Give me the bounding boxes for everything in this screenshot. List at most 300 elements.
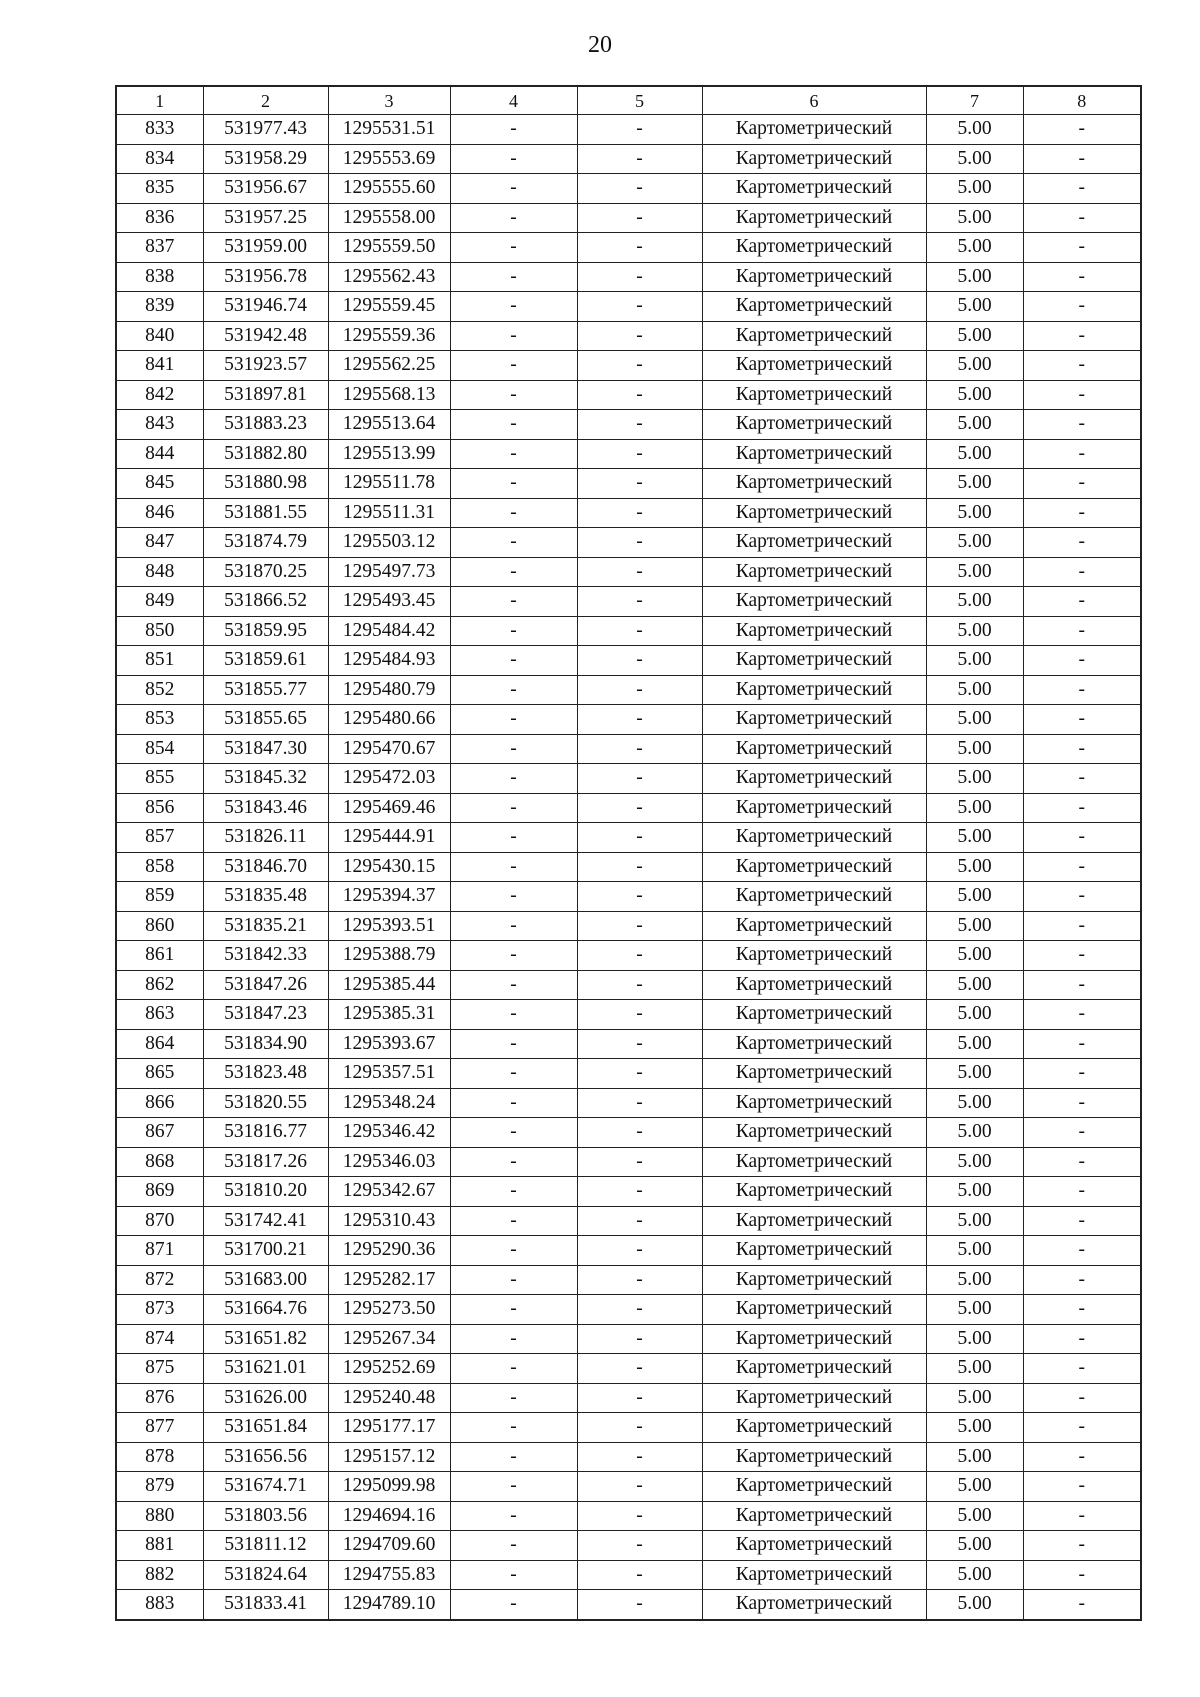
col-4-value-cell: - <box>450 292 577 322</box>
col-8-value-cell: - <box>1023 469 1141 499</box>
method-cell: Картометрический <box>702 646 926 676</box>
point-number-cell: 874 <box>116 1324 203 1354</box>
table-row <box>116 675 1141 705</box>
col-8-value-cell: - <box>1023 1324 1141 1354</box>
accuracy-cell: 5.00 <box>926 1029 1023 1059</box>
col-8-value-cell: - <box>1023 675 1141 705</box>
point-number-cell: 855 <box>116 764 203 794</box>
coord-y-cell: 1295346.03 <box>328 1147 450 1177</box>
table-row <box>116 1059 1141 1089</box>
col-8-value-cell: - <box>1023 587 1141 617</box>
point-number-cell: 856 <box>116 793 203 823</box>
table-row <box>116 1029 1141 1059</box>
col-5-value-cell: - <box>577 233 702 263</box>
col-8-value-cell: - <box>1023 646 1141 676</box>
coord-y-cell: 1295346.42 <box>328 1118 450 1148</box>
col-5-value-cell: - <box>577 1354 702 1384</box>
col-4-value-cell: - <box>450 1000 577 1030</box>
coord-y-cell: 1295393.67 <box>328 1029 450 1059</box>
col-5-value-cell: - <box>577 734 702 764</box>
coord-x-cell: 531834.90 <box>203 1029 328 1059</box>
accuracy-cell: 5.00 <box>926 675 1023 705</box>
point-number-cell: 853 <box>116 705 203 735</box>
accuracy-cell: 5.00 <box>926 1206 1023 1236</box>
col-4-value-cell: - <box>450 203 577 233</box>
header-col-3: 3 <box>328 86 450 115</box>
point-number-cell: 880 <box>116 1501 203 1531</box>
table-row <box>116 528 1141 558</box>
col-8-value-cell: - <box>1023 1383 1141 1413</box>
point-number-cell: 861 <box>116 941 203 971</box>
coord-x-cell: 531842.33 <box>203 941 328 971</box>
col-5-value-cell: - <box>577 144 702 174</box>
point-number-cell: 876 <box>116 1383 203 1413</box>
col-8-value-cell: - <box>1023 911 1141 941</box>
point-number-cell: 849 <box>116 587 203 617</box>
point-number-cell: 871 <box>116 1236 203 1266</box>
table-row <box>116 262 1141 292</box>
method-cell: Картометрический <box>702 144 926 174</box>
col-8-value-cell: - <box>1023 1088 1141 1118</box>
accuracy-cell: 5.00 <box>926 1088 1023 1118</box>
accuracy-cell: 5.00 <box>926 321 1023 351</box>
col-5-value-cell: - <box>577 351 702 381</box>
col-4-value-cell: - <box>450 498 577 528</box>
table-row <box>116 882 1141 912</box>
col-8-value-cell: - <box>1023 528 1141 558</box>
col-4-value-cell: - <box>450 1177 577 1207</box>
accuracy-cell: 5.00 <box>926 1442 1023 1472</box>
table-row <box>116 203 1141 233</box>
col-8-value-cell: - <box>1023 1000 1141 1030</box>
col-4-value-cell: - <box>450 1501 577 1531</box>
point-number-cell: 841 <box>116 351 203 381</box>
col-8-value-cell: - <box>1023 498 1141 528</box>
point-number-cell: 872 <box>116 1265 203 1295</box>
method-cell: Картометрический <box>702 439 926 469</box>
col-8-value-cell: - <box>1023 941 1141 971</box>
col-8-value-cell: - <box>1023 115 1141 145</box>
point-number-cell: 845 <box>116 469 203 499</box>
point-number-cell: 864 <box>116 1029 203 1059</box>
coord-x-cell: 531855.77 <box>203 675 328 705</box>
col-8-value-cell: - <box>1023 1206 1141 1236</box>
coord-y-cell: 1295558.00 <box>328 203 450 233</box>
col-4-value-cell: - <box>450 1354 577 1384</box>
coord-y-cell: 1295559.50 <box>328 233 450 263</box>
method-cell: Картометрический <box>702 1383 926 1413</box>
point-number-cell: 846 <box>116 498 203 528</box>
col-5-value-cell: - <box>577 941 702 971</box>
col-5-value-cell: - <box>577 292 702 322</box>
point-number-cell: 852 <box>116 675 203 705</box>
table-row <box>116 1383 1141 1413</box>
coord-x-cell: 531833.41 <box>203 1590 328 1620</box>
point-number-cell: 833 <box>116 115 203 145</box>
accuracy-cell: 5.00 <box>926 233 1023 263</box>
table-header <box>116 86 1141 115</box>
point-number-cell: 878 <box>116 1442 203 1472</box>
method-cell: Картометрический <box>702 911 926 941</box>
coord-y-cell: 1295267.34 <box>328 1324 450 1354</box>
col-4-value-cell: - <box>450 941 577 971</box>
col-5-value-cell: - <box>577 1118 702 1148</box>
col-5-value-cell: - <box>577 911 702 941</box>
col-4-value-cell: - <box>450 1206 577 1236</box>
col-8-value-cell: - <box>1023 1059 1141 1089</box>
method-cell: Картометрический <box>702 1088 926 1118</box>
table-row <box>116 764 1141 794</box>
coord-y-cell: 1295385.44 <box>328 970 450 1000</box>
header-col-5: 5 <box>577 86 702 115</box>
col-4-value-cell: - <box>450 1413 577 1443</box>
coord-y-cell: 1295444.91 <box>328 823 450 853</box>
method-cell: Картометрический <box>702 1059 926 1089</box>
accuracy-cell: 5.00 <box>926 1147 1023 1177</box>
accuracy-cell: 5.00 <box>926 852 1023 882</box>
method-cell: Картометрический <box>702 587 926 617</box>
point-number-cell: 883 <box>116 1590 203 1620</box>
accuracy-cell: 5.00 <box>926 970 1023 1000</box>
coord-y-cell: 1295568.13 <box>328 380 450 410</box>
col-5-value-cell: - <box>577 528 702 558</box>
coord-x-cell: 531803.56 <box>203 1501 328 1531</box>
col-5-value-cell: - <box>577 1413 702 1443</box>
col-8-value-cell: - <box>1023 174 1141 204</box>
accuracy-cell: 5.00 <box>926 1560 1023 1590</box>
table-row <box>116 852 1141 882</box>
table-body <box>116 115 1141 1620</box>
coordinates-table <box>115 85 1142 1621</box>
coord-y-cell: 1295511.31 <box>328 498 450 528</box>
col-8-value-cell: - <box>1023 321 1141 351</box>
col-5-value-cell: - <box>577 1147 702 1177</box>
col-5-value-cell: - <box>577 410 702 440</box>
col-5-value-cell: - <box>577 1383 702 1413</box>
col-8-value-cell: - <box>1023 764 1141 794</box>
accuracy-cell: 5.00 <box>926 1324 1023 1354</box>
accuracy-cell: 5.00 <box>926 1000 1023 1030</box>
col-8-value-cell: - <box>1023 1295 1141 1325</box>
accuracy-cell: 5.00 <box>926 203 1023 233</box>
table-row <box>116 321 1141 351</box>
table-row <box>116 1472 1141 1502</box>
coord-x-cell: 531942.48 <box>203 321 328 351</box>
point-number-cell: 881 <box>116 1531 203 1561</box>
coord-x-cell: 531626.00 <box>203 1383 328 1413</box>
table-row <box>116 1442 1141 1472</box>
coord-x-cell: 531810.20 <box>203 1177 328 1207</box>
method-cell: Картометрический <box>702 469 926 499</box>
method-cell: Картометрический <box>702 115 926 145</box>
accuracy-cell: 5.00 <box>926 1177 1023 1207</box>
coord-x-cell: 531959.00 <box>203 233 328 263</box>
coord-y-cell: 1295562.25 <box>328 351 450 381</box>
method-cell: Картометрический <box>702 410 926 440</box>
col-5-value-cell: - <box>577 1442 702 1472</box>
col-8-value-cell: - <box>1023 1560 1141 1590</box>
coord-x-cell: 531843.46 <box>203 793 328 823</box>
table-row <box>116 1236 1141 1266</box>
col-5-value-cell: - <box>577 203 702 233</box>
col-5-value-cell: - <box>577 1295 702 1325</box>
coord-x-cell: 531621.01 <box>203 1354 328 1384</box>
coord-y-cell: 1295310.43 <box>328 1206 450 1236</box>
table-row <box>116 1531 1141 1561</box>
accuracy-cell: 5.00 <box>926 498 1023 528</box>
table-row <box>116 1177 1141 1207</box>
col-8-value-cell: - <box>1023 351 1141 381</box>
method-cell: Картометрический <box>702 1147 926 1177</box>
method-cell: Картометрический <box>702 1206 926 1236</box>
table-row <box>116 911 1141 941</box>
col-5-value-cell: - <box>577 1000 702 1030</box>
col-4-value-cell: - <box>450 351 577 381</box>
col-8-value-cell: - <box>1023 557 1141 587</box>
col-8-value-cell: - <box>1023 1472 1141 1502</box>
col-4-value-cell: - <box>450 410 577 440</box>
coord-y-cell: 1295342.67 <box>328 1177 450 1207</box>
coord-x-cell: 531957.25 <box>203 203 328 233</box>
method-cell: Картометрический <box>702 793 926 823</box>
method-cell: Картометрический <box>702 734 926 764</box>
col-4-value-cell: - <box>450 1324 577 1354</box>
method-cell: Картометрический <box>702 1029 926 1059</box>
col-4-value-cell: - <box>450 705 577 735</box>
header-col-7: 7 <box>926 86 1023 115</box>
col-8-value-cell: - <box>1023 1442 1141 1472</box>
coord-y-cell: 1295555.60 <box>328 174 450 204</box>
table-row <box>116 351 1141 381</box>
col-4-value-cell: - <box>450 439 577 469</box>
coord-x-cell: 531958.29 <box>203 144 328 174</box>
method-cell: Картометрический <box>702 1501 926 1531</box>
coord-x-cell: 531847.23 <box>203 1000 328 1030</box>
coord-x-cell: 531847.30 <box>203 734 328 764</box>
coord-x-cell: 531742.41 <box>203 1206 328 1236</box>
header-col-2: 2 <box>203 86 328 115</box>
point-number-cell: 866 <box>116 1088 203 1118</box>
col-5-value-cell: - <box>577 1206 702 1236</box>
page-number: 20 <box>588 32 612 58</box>
point-number-cell: 882 <box>116 1560 203 1590</box>
coord-y-cell: 1295282.17 <box>328 1265 450 1295</box>
method-cell: Картометрический <box>702 823 926 853</box>
coord-x-cell: 531859.61 <box>203 646 328 676</box>
col-5-value-cell: - <box>577 646 702 676</box>
accuracy-cell: 5.00 <box>926 469 1023 499</box>
table-row <box>116 1118 1141 1148</box>
coord-x-cell: 531811.12 <box>203 1531 328 1561</box>
table-row <box>116 557 1141 587</box>
accuracy-cell: 5.00 <box>926 823 1023 853</box>
accuracy-cell: 5.00 <box>926 439 1023 469</box>
method-cell: Картометрический <box>702 1413 926 1443</box>
header-col-6: 6 <box>702 86 926 115</box>
table-row <box>116 1354 1141 1384</box>
method-cell: Картометрический <box>702 498 926 528</box>
point-number-cell: 875 <box>116 1354 203 1384</box>
coord-y-cell: 1295497.73 <box>328 557 450 587</box>
table-row <box>116 734 1141 764</box>
point-number-cell: 835 <box>116 174 203 204</box>
col-4-value-cell: - <box>450 1531 577 1561</box>
table-row <box>116 1501 1141 1531</box>
table-row <box>116 410 1141 440</box>
coord-y-cell: 1295357.51 <box>328 1059 450 1089</box>
coord-x-cell: 531847.26 <box>203 970 328 1000</box>
col-8-value-cell: - <box>1023 852 1141 882</box>
accuracy-cell: 5.00 <box>926 115 1023 145</box>
col-4-value-cell: - <box>450 174 577 204</box>
table-row <box>116 233 1141 263</box>
coord-y-cell: 1294709.60 <box>328 1531 450 1561</box>
table-row <box>116 823 1141 853</box>
method-cell: Картометрический <box>702 1118 926 1148</box>
table-row <box>116 705 1141 735</box>
col-4-value-cell: - <box>450 1442 577 1472</box>
accuracy-cell: 5.00 <box>926 734 1023 764</box>
method-cell: Картометрический <box>702 1531 926 1561</box>
accuracy-cell: 5.00 <box>926 1501 1023 1531</box>
accuracy-cell: 5.00 <box>926 292 1023 322</box>
accuracy-cell: 5.00 <box>926 144 1023 174</box>
col-5-value-cell: - <box>577 1324 702 1354</box>
accuracy-cell: 5.00 <box>926 616 1023 646</box>
point-number-cell: 850 <box>116 616 203 646</box>
col-8-value-cell: - <box>1023 705 1141 735</box>
method-cell: Картометрический <box>702 1442 926 1472</box>
point-number-cell: 868 <box>116 1147 203 1177</box>
method-cell: Картометрический <box>702 1177 926 1207</box>
table-row <box>116 1265 1141 1295</box>
col-5-value-cell: - <box>577 1531 702 1561</box>
col-4-value-cell: - <box>450 1147 577 1177</box>
table-row <box>116 1413 1141 1443</box>
coord-y-cell: 1295394.37 <box>328 882 450 912</box>
coord-x-cell: 531881.55 <box>203 498 328 528</box>
coord-x-cell: 531820.55 <box>203 1088 328 1118</box>
coord-y-cell: 1295480.79 <box>328 675 450 705</box>
header-row <box>116 86 1141 115</box>
accuracy-cell: 5.00 <box>926 1354 1023 1384</box>
col-4-value-cell: - <box>450 115 577 145</box>
accuracy-cell: 5.00 <box>926 410 1023 440</box>
coord-x-cell: 531977.43 <box>203 115 328 145</box>
col-5-value-cell: - <box>577 882 702 912</box>
coord-x-cell: 531883.23 <box>203 410 328 440</box>
coord-x-cell: 531824.64 <box>203 1560 328 1590</box>
col-5-value-cell: - <box>577 115 702 145</box>
table-row <box>116 498 1141 528</box>
table-row <box>116 144 1141 174</box>
col-8-value-cell: - <box>1023 233 1141 263</box>
coord-y-cell: 1295513.64 <box>328 410 450 440</box>
method-cell: Картометрический <box>702 351 926 381</box>
col-8-value-cell: - <box>1023 1531 1141 1561</box>
col-4-value-cell: - <box>450 675 577 705</box>
col-4-value-cell: - <box>450 233 577 263</box>
method-cell: Картометрический <box>702 233 926 263</box>
col-8-value-cell: - <box>1023 616 1141 646</box>
col-5-value-cell: - <box>577 823 702 853</box>
coord-x-cell: 531835.48 <box>203 882 328 912</box>
col-4-value-cell: - <box>450 882 577 912</box>
accuracy-cell: 5.00 <box>926 1472 1023 1502</box>
coord-y-cell: 1294755.83 <box>328 1560 450 1590</box>
table-row <box>116 469 1141 499</box>
col-5-value-cell: - <box>577 1029 702 1059</box>
coord-y-cell: 1295513.99 <box>328 439 450 469</box>
method-cell: Картометрический <box>702 1472 926 1502</box>
method-cell: Картометрический <box>702 528 926 558</box>
col-5-value-cell: - <box>577 764 702 794</box>
method-cell: Картометрический <box>702 970 926 1000</box>
table-row <box>116 380 1141 410</box>
point-number-cell: 838 <box>116 262 203 292</box>
col-5-value-cell: - <box>577 705 702 735</box>
method-cell: Картометрический <box>702 1590 926 1620</box>
accuracy-cell: 5.00 <box>926 646 1023 676</box>
col-5-value-cell: - <box>577 616 702 646</box>
point-number-cell: 836 <box>116 203 203 233</box>
col-5-value-cell: - <box>577 675 702 705</box>
point-number-cell: 851 <box>116 646 203 676</box>
point-number-cell: 839 <box>116 292 203 322</box>
point-number-cell: 870 <box>116 1206 203 1236</box>
point-number-cell: 879 <box>116 1472 203 1502</box>
point-number-cell: 865 <box>116 1059 203 1089</box>
accuracy-cell: 5.00 <box>926 1118 1023 1148</box>
table-row <box>116 1147 1141 1177</box>
col-4-value-cell: - <box>450 646 577 676</box>
coord-y-cell: 1295252.69 <box>328 1354 450 1384</box>
coord-x-cell: 531664.76 <box>203 1295 328 1325</box>
col-5-value-cell: - <box>577 380 702 410</box>
col-8-value-cell: - <box>1023 970 1141 1000</box>
table-row <box>116 1295 1141 1325</box>
col-8-value-cell: - <box>1023 1177 1141 1207</box>
accuracy-cell: 5.00 <box>926 1531 1023 1561</box>
point-number-cell: 859 <box>116 882 203 912</box>
col-5-value-cell: - <box>577 1265 702 1295</box>
col-5-value-cell: - <box>577 1088 702 1118</box>
method-cell: Картометрический <box>702 262 926 292</box>
coord-y-cell: 1295511.78 <box>328 469 450 499</box>
accuracy-cell: 5.00 <box>926 764 1023 794</box>
coord-y-cell: 1295385.31 <box>328 1000 450 1030</box>
col-4-value-cell: - <box>450 144 577 174</box>
method-cell: Картометрический <box>702 380 926 410</box>
col-5-value-cell: - <box>577 321 702 351</box>
table-row <box>116 174 1141 204</box>
method-cell: Картометрический <box>702 292 926 322</box>
accuracy-cell: 5.00 <box>926 1236 1023 1266</box>
method-cell: Картометрический <box>702 1324 926 1354</box>
coord-y-cell: 1295157.12 <box>328 1442 450 1472</box>
method-cell: Картометрический <box>702 1000 926 1030</box>
coord-y-cell: 1295562.43 <box>328 262 450 292</box>
coord-x-cell: 531656.56 <box>203 1442 328 1472</box>
col-8-value-cell: - <box>1023 1029 1141 1059</box>
coord-y-cell: 1295472.03 <box>328 764 450 794</box>
accuracy-cell: 5.00 <box>926 1590 1023 1620</box>
point-number-cell: 857 <box>116 823 203 853</box>
coord-x-cell: 531956.67 <box>203 174 328 204</box>
col-5-value-cell: - <box>577 557 702 587</box>
method-cell: Картометрический <box>702 174 926 204</box>
header-col-1: 1 <box>116 86 203 115</box>
